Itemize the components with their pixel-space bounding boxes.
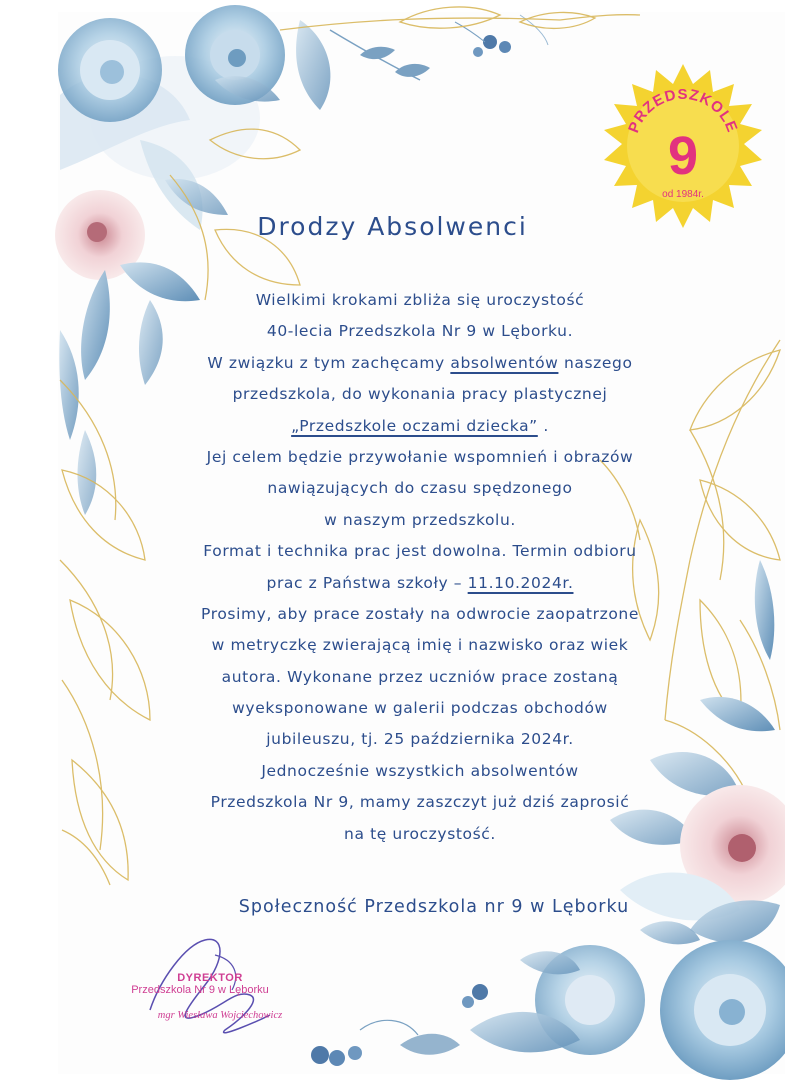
body-line: Prosimy, aby prace zostały na odwrocie zaopatrzone bbox=[201, 604, 639, 623]
text-segment: . bbox=[537, 416, 549, 435]
director-stamp bbox=[100, 972, 300, 1021]
body-line: Wielkimi krokami zbliża się uroczystość bbox=[255, 291, 585, 309]
body-line: jubileuszu, tj. 25 października 2024r. bbox=[266, 730, 574, 749]
text-segment: W związku z tym zachęcamy bbox=[207, 353, 451, 372]
logo-number: 9 bbox=[667, 126, 699, 186]
stamp-institution: Przedszkola Nr 9 w Lęborku bbox=[131, 984, 269, 996]
body-line: przedszkola, do wykonania pracy plastycznej bbox=[232, 385, 608, 404]
text-segment: prac z Państwa szkoły – bbox=[266, 573, 468, 592]
artwork-title: „Przedszkole oczami dziecka” bbox=[291, 416, 538, 435]
body-line: w naszym przedszkolu. bbox=[324, 510, 516, 529]
body-line: na tę uroczystość. bbox=[344, 824, 496, 843]
text-segment: naszego bbox=[558, 353, 633, 372]
body-line: wyeksponowane w galerii podczas obchodów bbox=[232, 699, 608, 718]
logo-since: od 1984r. bbox=[662, 189, 704, 200]
body-line: nawiązujących do czasu spędzonego bbox=[267, 479, 573, 498]
body-line: Jej celem będzie przywołanie wspomnień i obrazów bbox=[206, 447, 634, 466]
body-line: Format i technika prac jest dowolna. Termin odbioru bbox=[203, 542, 637, 561]
underlined-text: absolwentów bbox=[450, 353, 559, 372]
logo-name: PRZEDSZKOLE bbox=[625, 85, 741, 136]
stamp-title: DYREKTOR bbox=[177, 972, 243, 984]
deadline-date: 11.10.2024r. bbox=[467, 573, 574, 592]
stamp-name: mgr Wiesława Wojciechowicz bbox=[157, 1010, 283, 1021]
body-line: Przedszkola Nr 9, mamy zaszczyt już dziś zaprosić bbox=[210, 793, 630, 812]
body-line: w metryczkę zwierającą imię i nazwisko oraz wiek bbox=[211, 636, 629, 655]
signature-line: Społeczność Przedszkola nr 9 w Lęborku bbox=[238, 897, 630, 917]
body-line: Jednocześnie wszystkich absolwentów bbox=[261, 761, 579, 780]
body-line: autora. Wykonane przez uczniów prace zostaną bbox=[221, 667, 619, 686]
page-title: Drodzy Absolwenci bbox=[257, 212, 528, 241]
body-line: 40-lecia Przedszkola Nr 9 w Lęborku. bbox=[266, 322, 574, 341]
